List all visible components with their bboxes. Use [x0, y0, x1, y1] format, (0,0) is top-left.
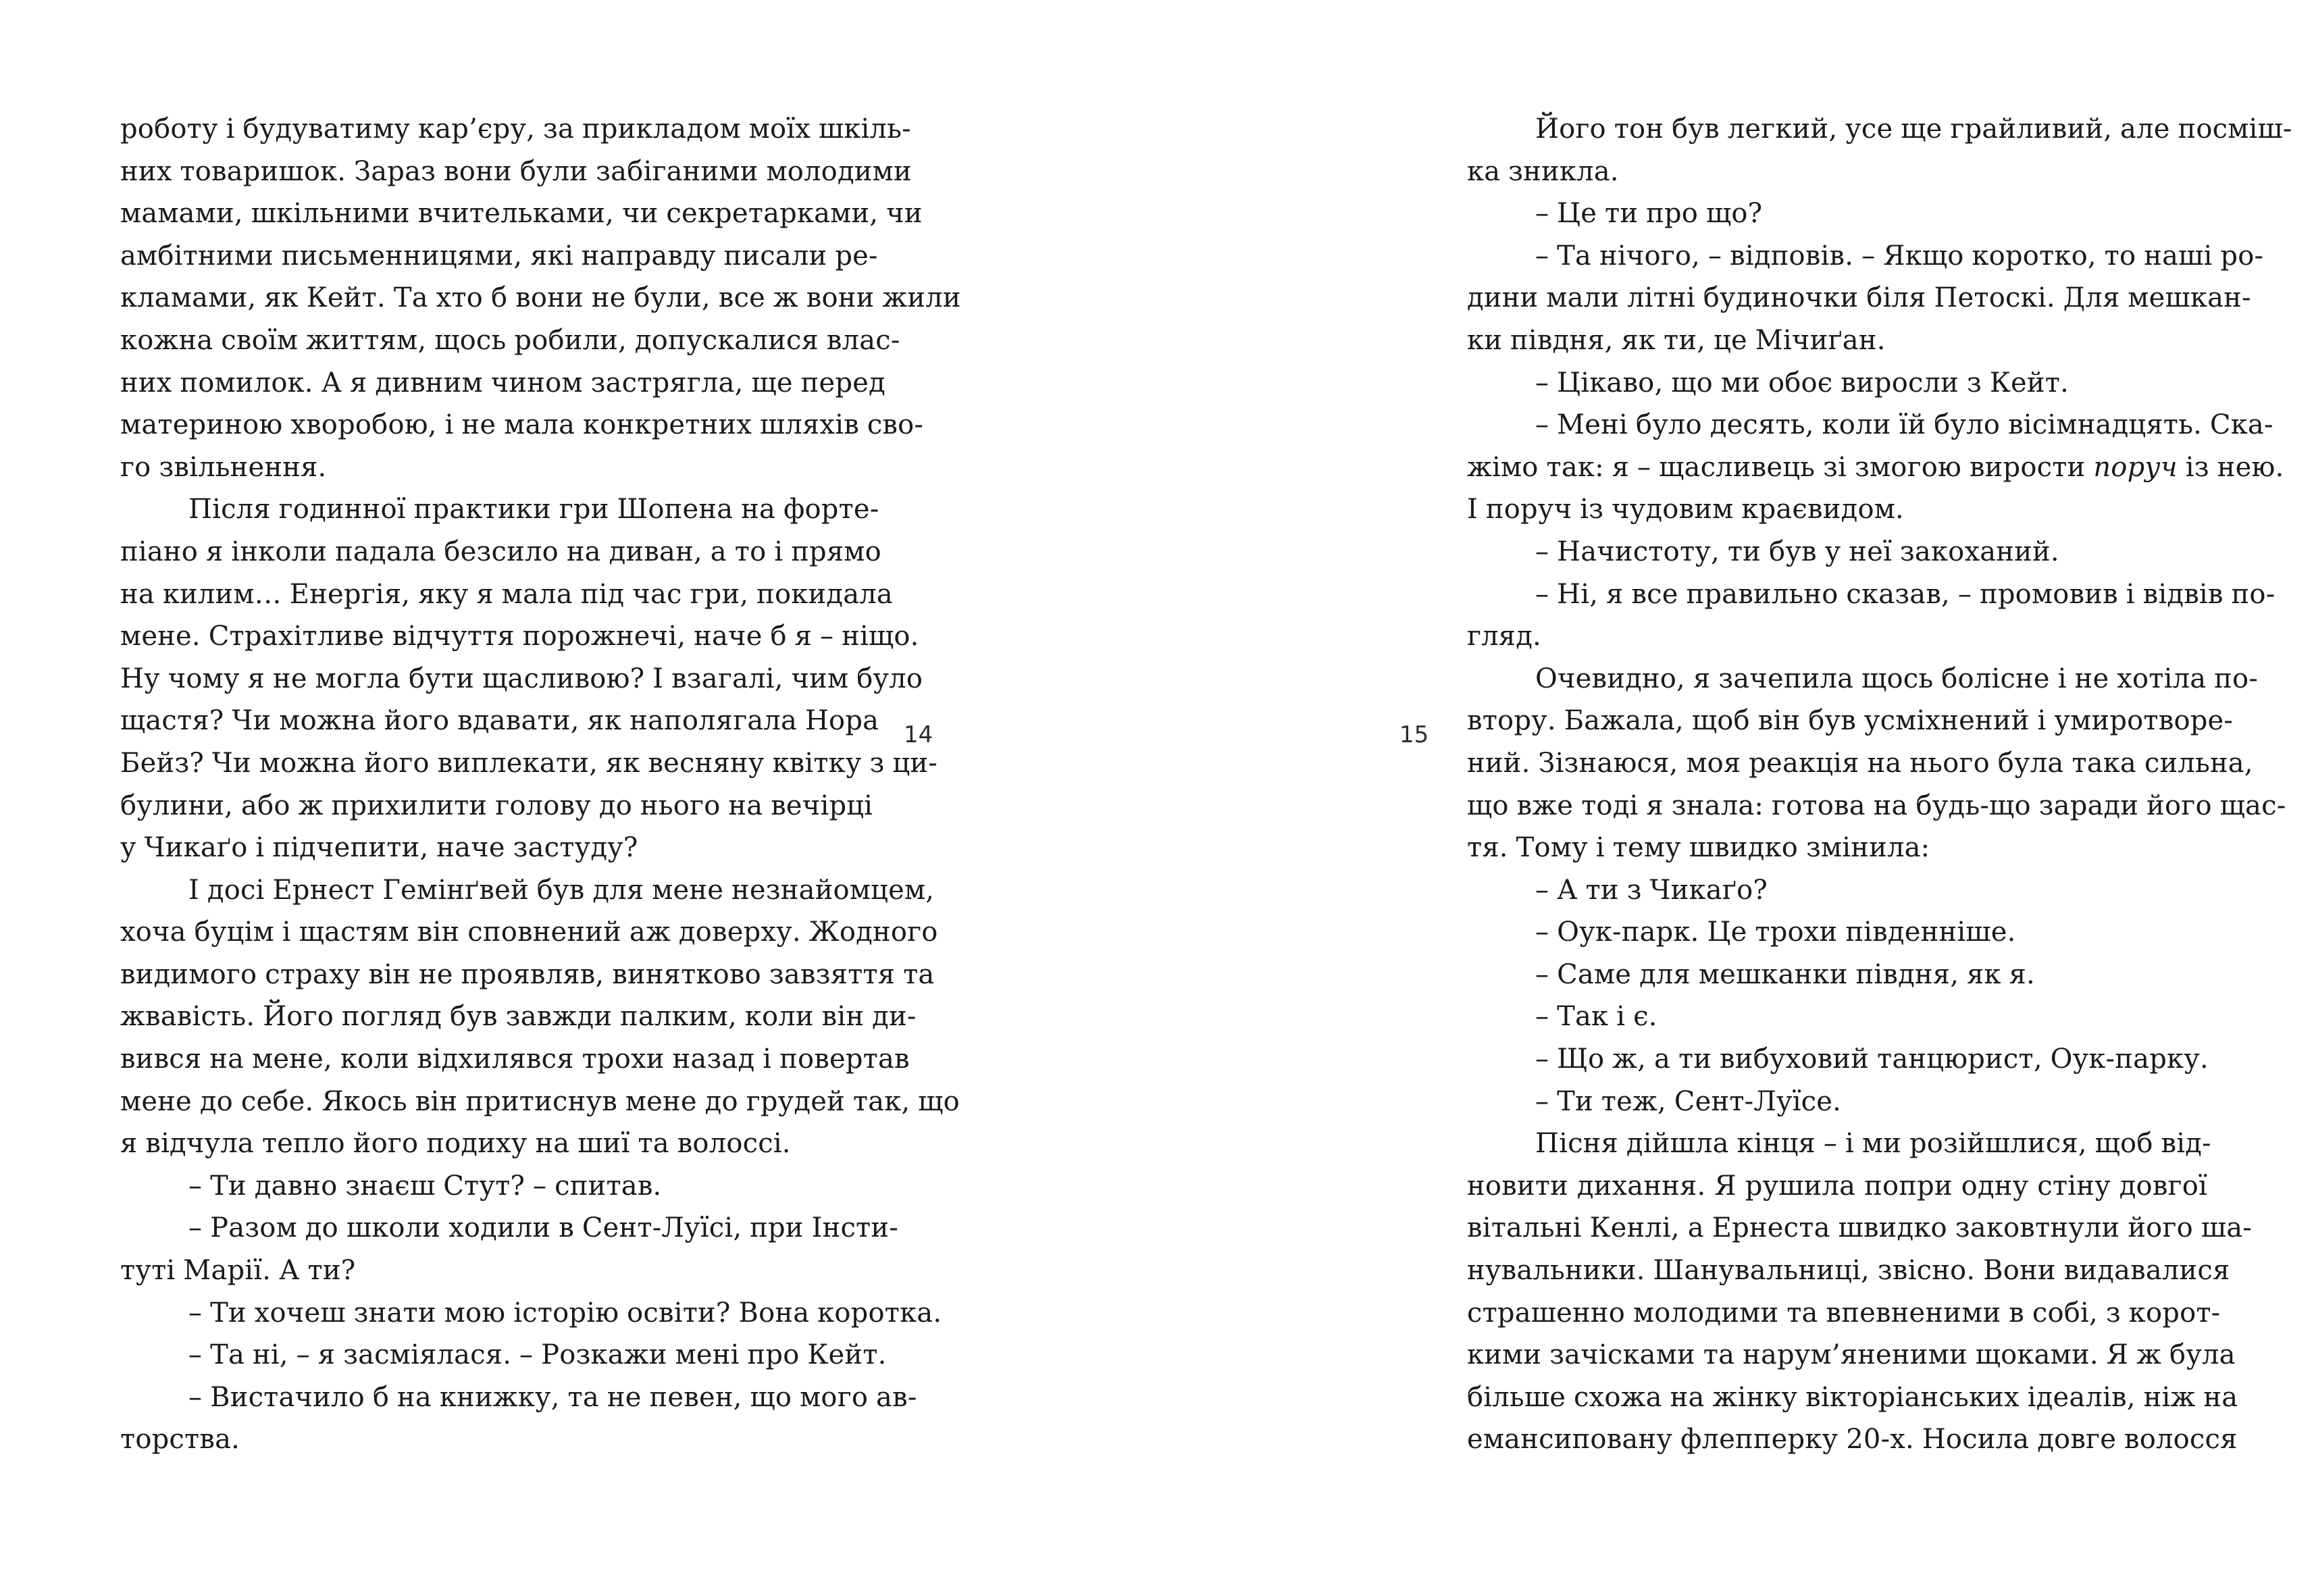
text-line: новити дихання. Я рушила попри одну стіну довгої	[1467, 1170, 2207, 1202]
text-line: нувальники. Шанувальниці, звісно. Вони видавалися	[1467, 1255, 2230, 1287]
text-line: Ну чому я не могла бути щасливою? І взагалі, чим було	[120, 663, 923, 694]
text-line: що вже тоді я знала: готова на будь-що заради його щас-	[1467, 790, 2286, 821]
text-line: кламами, як Кейт. Та хто б вони не були, все ж вони жили	[120, 282, 961, 314]
text-line: – Цікаво, що ми обоє виросли з Кейт.	[1535, 367, 2069, 398]
text-line: дини мали літні будиночки біля Петоскі. Для мешкан-	[1467, 282, 2251, 314]
text-line: у Чикаґо і підчепити, наче застуду?	[120, 832, 638, 864]
text-line: – Ти теж, Сент-Луїсе.	[1535, 1085, 1842, 1117]
text-line: вився на мене, коли відхилявся трохи назад і повертав	[120, 1044, 910, 1075]
text-line: го звільнення.	[120, 451, 327, 483]
text-line: – Начистоту, ти був у неї закоханий.	[1535, 536, 2059, 567]
text-line: ка зникла.	[1467, 155, 1619, 187]
text-line: ки півдня, як ти, це Мічиґан.	[1467, 324, 1886, 356]
text-line: тя. Тому і тему швидко змінила:	[1467, 832, 1930, 864]
text-line: гляд.	[1467, 621, 1541, 652]
text-line: – Та ні, – я засміялася. – Розкажи мені про Кейт.	[188, 1339, 887, 1371]
text-line: І поруч із чудовим краєвидом.	[1467, 494, 1904, 525]
text-line: – Оук-парк. Це трохи південніше.	[1535, 917, 2016, 948]
right-page-text	[1467, 108, 2292, 1461]
text-line: більше схожа на жінку вікторіанських ідеалів, ніж на	[1467, 1381, 2238, 1413]
text-line: кими зачісками та нарум’яненими щоками. Я ж була	[1467, 1339, 2236, 1371]
text-line: мене. Страхітливе відчуття порожнечі, наче б я – ніщо.	[120, 621, 919, 652]
text-line: емансиповану флепперку 20-х. Носила довге волосся	[1467, 1424, 2238, 1456]
emphasis: поруч	[2093, 451, 2178, 483]
text-line: вітальні Кенлі, а Ернеста швидко заковтнули його ша-	[1467, 1212, 2252, 1244]
text-line: материною хворобою, і не мала конкретних шляхів сво-	[120, 409, 924, 441]
text-line: – Саме для мешканки півдня, як я.	[1535, 958, 2035, 990]
text-line: я відчула тепло його подиху на шиї та волоссі.	[120, 1128, 791, 1160]
text-line: – Разом до школи ходили в Сент-Луїсі, при Інсти-	[188, 1212, 898, 1244]
text-line: Його тон був легкий, усе ще грайливий, але посміш-	[1535, 113, 2292, 145]
text-line: жімо так: я – щасливець зі змогою вирости поруч із нею.	[1467, 451, 2284, 483]
text-line: жвавість. Його погляд був завжди палким, коли він ди-	[120, 1001, 917, 1033]
text-line: – Ні, я все правильно сказав, – промовив і відвів по-	[1535, 578, 2276, 610]
text-line: Бейз? Чи можна його виплекати, як весняну квітку з ци-	[120, 747, 937, 779]
left-page-number: 14	[904, 721, 933, 748]
text-line: Очевидно, я зачепила щось болісне і не хотіла по-	[1535, 663, 2259, 694]
text-line: ний. Зізнаюся, моя реакція на нього була така сильна,	[1467, 747, 2253, 779]
text-line: страшенно молодими та впевненими в собі, з корот-	[1467, 1297, 2221, 1329]
text-line: них товаришок. Зараз вони були забіганими молодими	[120, 155, 912, 187]
right-page	[1157, 0, 2314, 1596]
text-line: на килим… Енергія, яку я мала під час гри, покидала	[120, 578, 893, 610]
text-line: кожна своїм життям, щось робили, допускалися влас-	[120, 324, 900, 356]
text-line: – Ти давно знаєш Стут? – спитав.	[188, 1170, 662, 1202]
text-line: піано я інколи падала безсило на диван, а то і прямо	[120, 536, 881, 567]
text-line: мене до себе. Якось він притиснув мене до грудей так, що	[120, 1085, 960, 1117]
text-line: булини, або ж прихилити голову до нього на вечірці	[120, 790, 873, 821]
text-line: роботу і будуватиму кар’єру, за прикладом моїх шкіль-	[120, 113, 911, 145]
text-line: – Це ти про що?	[1535, 198, 1763, 230]
text-line: Після годинної практики гри Шопена на форте-	[188, 494, 879, 525]
text-line: – Та нічого, – відповів. – Якщо коротко, то наші ро-	[1535, 240, 2264, 272]
text-line: них помилок. А я дивним чином застрягла, ще перед	[120, 367, 885, 398]
text-line: мамами, шкільними вчительками, чи секретарками, чи	[120, 198, 923, 230]
text-line: Пісня дійшла кінця – і ми розійшлися, щоб від-	[1535, 1128, 2211, 1160]
text-line: хоча буцім і щастям він сповнений аж доверху. Жодного	[120, 917, 938, 948]
text-line: щастя? Чи можна його вдавати, як наполягала Нора	[120, 705, 879, 737]
text-line: втору. Бажала, щоб він був усміхнений і умиротворе-	[1467, 705, 2234, 737]
text-line: – А ти з Чикаґо?	[1535, 874, 1768, 906]
text-line: туті Марії. А ти?	[120, 1255, 356, 1287]
text-line: І досі Ернест Гемінґвей був для мене незнайомцем,	[188, 874, 935, 906]
text-line: амбітними письменницями, які направду писали ре-	[120, 240, 878, 272]
text-line: – Вистачило б на книжку, та не певен, що мого ав-	[188, 1381, 917, 1413]
right-page-number: 15	[1399, 721, 1429, 748]
text-line: торства.	[120, 1424, 240, 1456]
text-line: – Так і є.	[1535, 1001, 1657, 1033]
text-line: – Що ж, а ти вибуховий танцюрист, Оук-парку.	[1535, 1044, 2209, 1075]
text-line: видимого страху він не проявляв, винятково завзяття та	[120, 958, 935, 990]
text-line: – Мені було десять, коли їй було вісімнадцять. Ска-	[1535, 409, 2273, 441]
text-line: – Ти хочеш знати мою історію освіти? Вона коротка.	[188, 1297, 942, 1329]
